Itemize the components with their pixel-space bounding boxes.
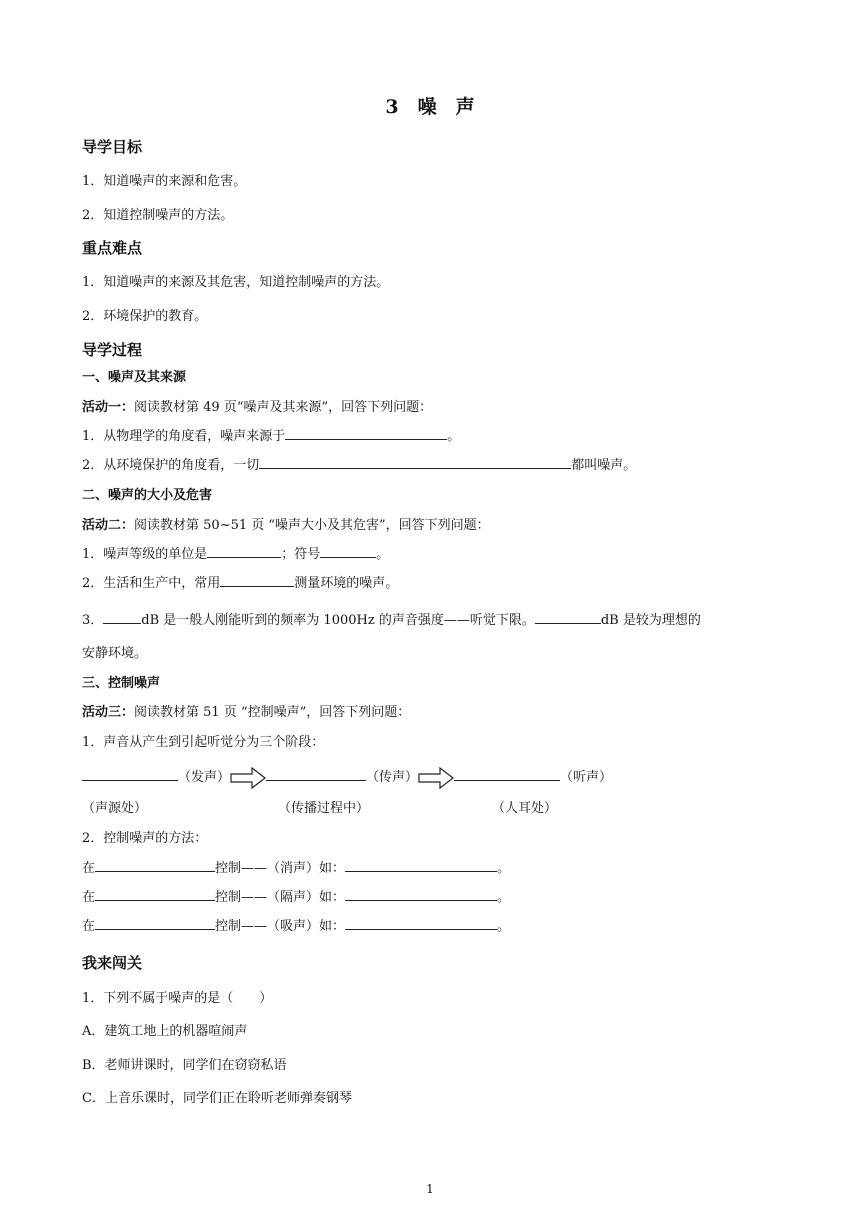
q-text: 在 bbox=[82, 861, 96, 876]
activity3-label: 活动三： bbox=[82, 705, 135, 720]
answer-blank[interactable] bbox=[82, 768, 178, 781]
answer-blank[interactable] bbox=[95, 859, 215, 872]
q-text: 1．从物理学的角度看，噪声来源于 bbox=[82, 429, 286, 444]
q-text: 2．从环境保护的角度看，一切 bbox=[82, 458, 260, 473]
activity3-text: 阅读教材第 51 页 “控制噪声”，回答下列问题： bbox=[134, 705, 411, 720]
key-item: 1．知道噪声的来源及其危害，知道控制噪声的方法。 bbox=[82, 275, 390, 290]
answer-blank[interactable] bbox=[454, 768, 560, 781]
part1-q2 bbox=[82, 454, 636, 473]
method-row bbox=[82, 915, 510, 934]
q-text: 控制——（隔声）如： bbox=[215, 890, 346, 905]
activity1-text: 阅读教材第 49 页“噪声及其来源”，回答下列问题： bbox=[134, 400, 433, 415]
stages-row bbox=[82, 766, 612, 789]
activity2-text: 阅读教材第 50~51 页 “噪声大小及其危害”，回答下列问题： bbox=[134, 518, 490, 533]
option-a: A．建筑工地上的机器喧闹声 bbox=[82, 1024, 248, 1039]
method-row bbox=[82, 886, 510, 905]
q-text: 在 bbox=[82, 890, 96, 905]
goal-item: 2．知道控制噪声的方法。 bbox=[82, 208, 234, 223]
stage-label: （听声） bbox=[560, 770, 613, 785]
q-text: 。 bbox=[497, 861, 511, 876]
q-text: 都叫噪声。 bbox=[571, 458, 637, 473]
process-heading: 导学过程 bbox=[82, 341, 143, 359]
part2-heading: 二、噪声的大小及危害 bbox=[82, 488, 213, 503]
challenge-q1: 1．下列不属于噪声的是（ ） bbox=[82, 991, 273, 1006]
option-b: B．老师讲课时，同学们在窃窃私语 bbox=[82, 1058, 287, 1073]
activity2-label: 活动二： bbox=[82, 518, 135, 533]
challenge-heading: 我来闯关 bbox=[82, 954, 143, 972]
activity2 bbox=[82, 514, 490, 533]
q-text: 控制——（吸声）如： bbox=[215, 919, 346, 934]
answer-blank[interactable] bbox=[320, 545, 376, 558]
part1-heading: 一、噪声及其来源 bbox=[82, 370, 187, 385]
q-text: 测量环境的噪声。 bbox=[294, 576, 399, 591]
activity1 bbox=[82, 396, 432, 415]
answer-blank[interactable] bbox=[95, 888, 215, 901]
part3-q1: 1．声音从产生到引起听觉分为三个阶段： bbox=[82, 735, 325, 750]
part1-q1 bbox=[82, 425, 460, 444]
q-text: 1．噪声等级的单位是 bbox=[82, 547, 208, 562]
right-arrow-icon bbox=[230, 767, 266, 789]
page-title: 3 噪 声 bbox=[385, 96, 475, 118]
answer-blank[interactable] bbox=[345, 917, 497, 930]
method-row bbox=[82, 857, 510, 876]
q-text: ；符号 bbox=[281, 547, 321, 562]
goal-item: 1．知道噪声的来源和危害。 bbox=[82, 174, 247, 189]
goals-heading: 导学目标 bbox=[82, 138, 143, 156]
answer-blank[interactable] bbox=[103, 611, 141, 624]
right-arrow-icon bbox=[418, 767, 454, 789]
q-text: 。 bbox=[447, 429, 461, 444]
part2-q2 bbox=[82, 572, 398, 591]
answer-blank[interactable] bbox=[220, 574, 294, 587]
activity1-label: 活动一： bbox=[82, 400, 135, 415]
location-label: （传播过程中） bbox=[278, 801, 370, 816]
part3-q2: 2．控制噪声的方法： bbox=[82, 831, 208, 846]
q-text: 控制——（消声）如： bbox=[215, 861, 346, 876]
answer-blank[interactable] bbox=[345, 888, 497, 901]
q-text: 。 bbox=[497, 890, 511, 905]
key-heading: 重点难点 bbox=[82, 239, 143, 257]
stage-label: （发声） bbox=[178, 770, 231, 785]
q-text: dB 是一般人刚能听到的频率为 1000Hz 的声音强度——听觉下限。 bbox=[141, 613, 535, 628]
q-text: dB 是较为理想的 bbox=[600, 613, 701, 628]
answer-blank[interactable] bbox=[535, 611, 601, 624]
stage-label: （传声） bbox=[366, 770, 419, 785]
answer-blank[interactable] bbox=[345, 859, 497, 872]
key-item: 2．环境保护的教育。 bbox=[82, 309, 208, 324]
part3-heading: 三、控制噪声 bbox=[82, 676, 161, 691]
q-text: 。 bbox=[497, 919, 511, 934]
location-label: （人耳处） bbox=[492, 801, 558, 816]
answer-blank[interactable] bbox=[95, 917, 215, 930]
option-c: C．上音乐课时，同学们正在聆听老师弹奏钢琴 bbox=[82, 1091, 352, 1106]
answer-blank[interactable] bbox=[285, 427, 447, 440]
part2-q3 bbox=[82, 609, 701, 628]
q-text: 。 bbox=[376, 547, 390, 562]
answer-blank[interactable] bbox=[207, 545, 281, 558]
q-text: 2．生活和生产中，常用 bbox=[82, 576, 221, 591]
answer-blank[interactable] bbox=[266, 768, 366, 781]
part2-q1 bbox=[82, 543, 389, 562]
answer-blank[interactable] bbox=[259, 456, 571, 469]
part2-q3-cont: 安静环境。 bbox=[82, 646, 148, 661]
q-text: 在 bbox=[82, 919, 96, 934]
activity3 bbox=[82, 701, 410, 720]
page-number: 1 bbox=[426, 1182, 434, 1196]
location-label: （声源处） bbox=[82, 801, 148, 816]
q-text: 3． bbox=[82, 613, 104, 628]
